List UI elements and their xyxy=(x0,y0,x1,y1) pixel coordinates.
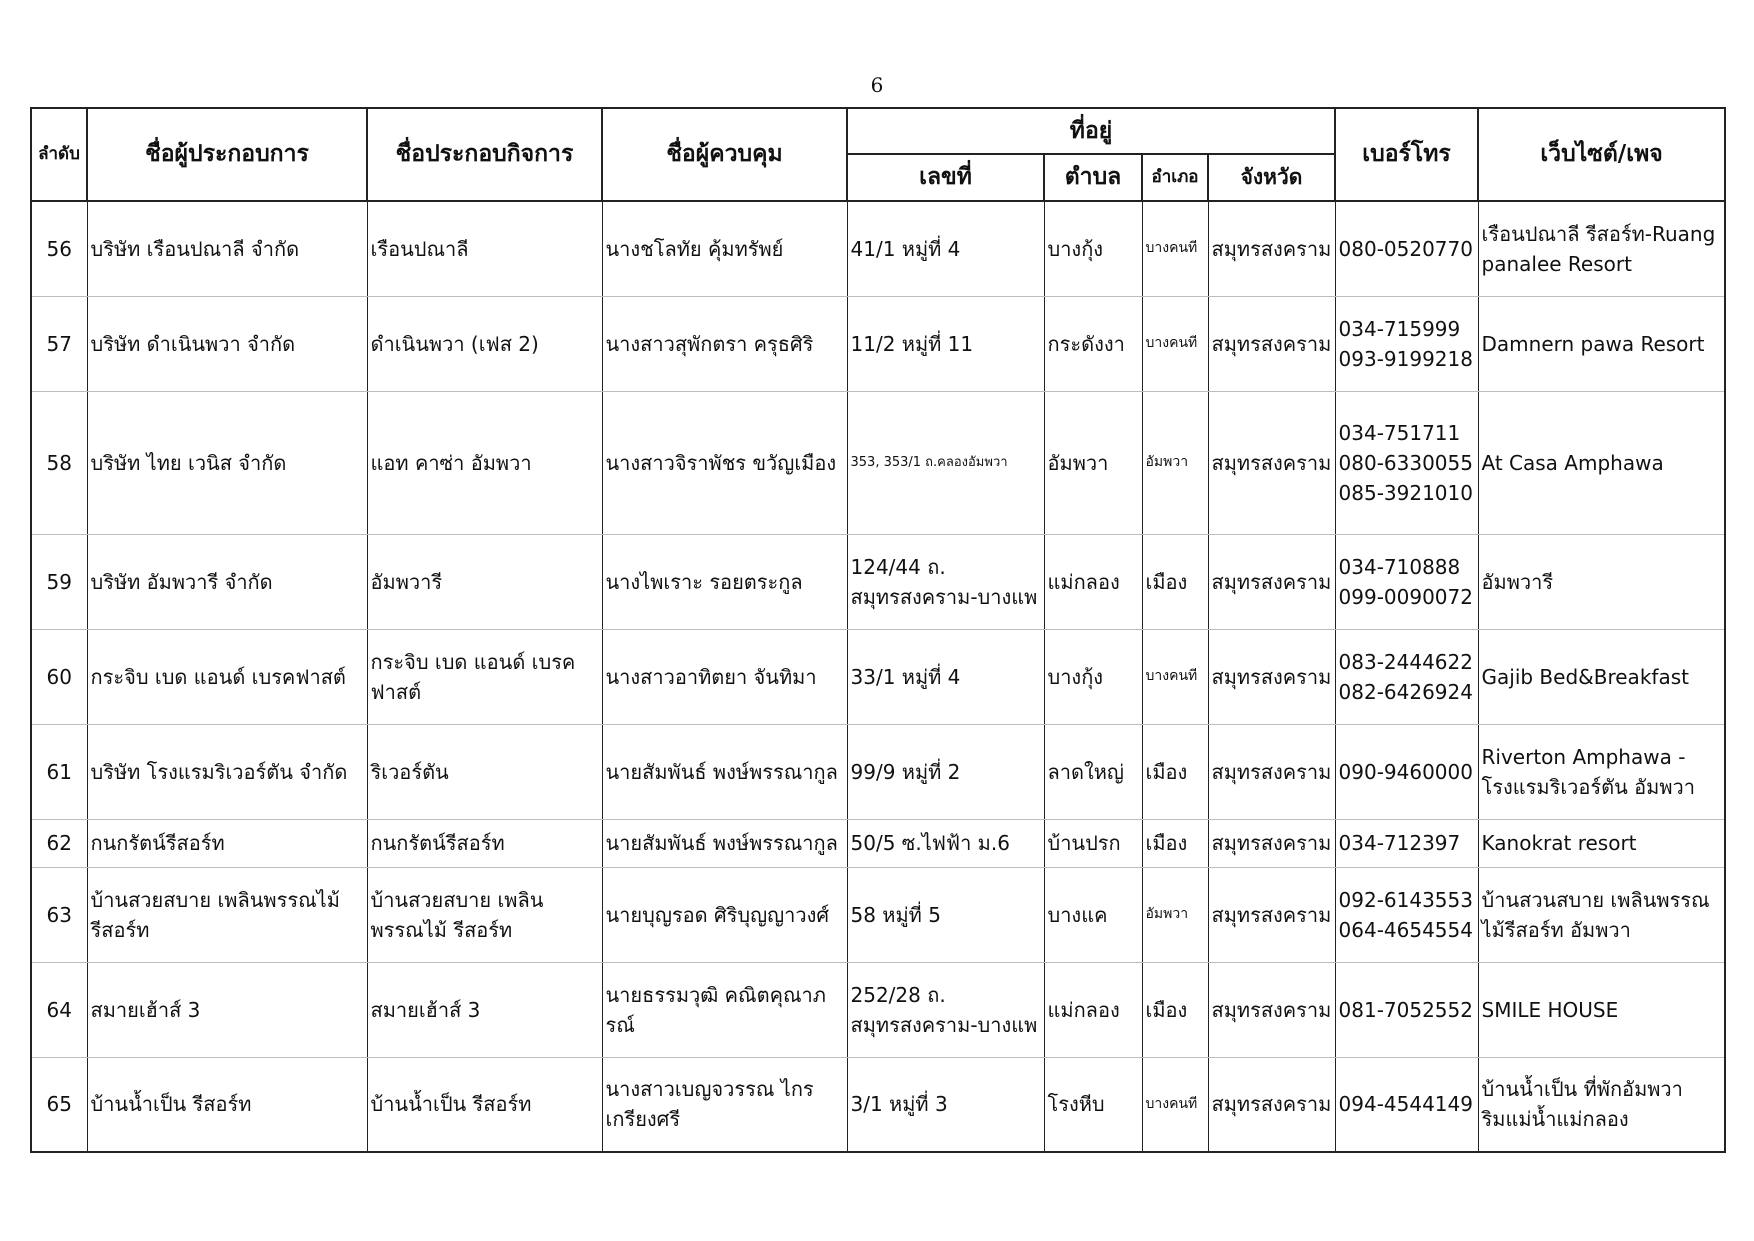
cell-phone xyxy=(1335,296,1478,391)
website-line: panalee Resort xyxy=(1481,251,1632,276)
cell-website xyxy=(1478,629,1725,724)
cell-controller: นายสัมพันธ์ พงษ์พรรณากูล xyxy=(602,724,847,819)
business-line: ดำเนินพวา (เฟส 2) xyxy=(370,331,539,356)
website-line: ไม้รีสอร์ท อัมพวา xyxy=(1481,917,1631,942)
phone-line: 083-2444622 xyxy=(1338,649,1473,674)
cell-operator xyxy=(87,962,367,1057)
cell-house-no xyxy=(847,201,1044,296)
phone-line: 080-0520770 xyxy=(1338,236,1473,261)
cell-district: อัมพวา xyxy=(1142,391,1208,534)
operator-line: บริษัท เรือนปณาลี จำกัด xyxy=(90,236,300,261)
operator-line: บริษัท ไทย เวนิส จำกัด xyxy=(90,450,287,475)
cell-business xyxy=(367,724,602,819)
cell-operator xyxy=(87,819,367,867)
cell-controller: นางสาวอาทิตยา จันทิมา xyxy=(602,629,847,724)
website-line: บ้านน้ำเป็น ที่พักอัมพวา xyxy=(1481,1077,1683,1102)
cell-province: สมุทรสงคราม xyxy=(1208,819,1335,867)
cell-operator xyxy=(87,867,367,962)
table-row xyxy=(31,391,1725,534)
house-no-line: 11/2 หมู่ที่ 11 xyxy=(850,331,974,356)
cell-website xyxy=(1478,391,1725,534)
business-line: กนกรัตน์รีสอร์ท xyxy=(370,831,505,855)
cell-operator xyxy=(87,724,367,819)
operator-registry-table xyxy=(30,107,1726,1153)
cell-website xyxy=(1478,819,1725,867)
cell-business xyxy=(367,629,602,724)
cell-province: สมุทรสงคราม xyxy=(1208,296,1335,391)
cell-no: 58 xyxy=(31,391,87,534)
business-line: เรือนปณาลี xyxy=(370,236,469,261)
cell-business xyxy=(367,867,602,962)
cell-district: อัมพวา xyxy=(1142,867,1208,962)
header-province: จังหวัด xyxy=(1208,154,1335,201)
cell-phone xyxy=(1335,201,1478,296)
house-no-line: 41/1 หมู่ที่ 4 xyxy=(850,236,961,261)
cell-business xyxy=(367,1057,602,1152)
cell-phone xyxy=(1335,629,1478,724)
cell-phone xyxy=(1335,534,1478,629)
cell-controller: นางสาวสุพักตรา ครุธศิริ xyxy=(602,296,847,391)
cell-operator xyxy=(87,534,367,629)
header-phone: เบอร์โทร xyxy=(1335,108,1478,201)
business-line: สมายเฮ้าส์ 3 xyxy=(370,997,481,1022)
header-address: ที่อยู่ xyxy=(847,108,1335,154)
cell-website xyxy=(1478,201,1725,296)
table-row xyxy=(31,629,1725,724)
cell-website xyxy=(1478,962,1725,1057)
cell-subdistrict: อัมพวา xyxy=(1044,391,1142,534)
operator-line: บริษัท อัมพวารี จำกัด xyxy=(90,569,273,594)
phone-line: 092-6143553 xyxy=(1338,887,1473,912)
cell-business xyxy=(367,201,602,296)
cell-controller: นายสัมพันธ์ พงษ์พรรณากูล xyxy=(602,819,847,867)
operator-line: บ้านสวยสบาย เพลินพรรณไม้ xyxy=(90,887,340,912)
cell-business xyxy=(367,534,602,629)
website-line: Gajib Bed&Breakfast xyxy=(1481,664,1689,689)
cell-phone xyxy=(1335,391,1478,534)
header-house-no: เลขที่ xyxy=(847,154,1044,201)
phone-line: 093-9199218 xyxy=(1338,346,1473,371)
cell-province: สมุทรสงคราม xyxy=(1208,534,1335,629)
cell-province: สมุทรสงคราม xyxy=(1208,391,1335,534)
cell-phone xyxy=(1335,724,1478,819)
cell-house-no xyxy=(847,296,1044,391)
cell-business xyxy=(367,962,602,1057)
business-line: พรรณไม้ รีสอร์ท xyxy=(370,917,513,942)
table-body xyxy=(31,201,1725,1152)
header-district: อำเภอ xyxy=(1142,154,1208,201)
cell-phone xyxy=(1335,819,1478,867)
house-no-line: สมุทรสงคราม-บางแพ xyxy=(850,1012,1038,1037)
website-line: Kanokrat resort xyxy=(1481,831,1637,855)
cell-house-no xyxy=(847,629,1044,724)
business-line: อัมพวารี xyxy=(370,569,443,594)
cell-house-no xyxy=(847,1057,1044,1152)
header-operator: ชื่อผู้ประกอบการ xyxy=(87,108,367,201)
table-header xyxy=(31,108,1725,201)
header-controller: ชื่อผู้ควบคุม xyxy=(602,108,847,201)
phone-line: 085-3921010 xyxy=(1338,480,1473,505)
cell-no: 65 xyxy=(31,1057,87,1152)
cell-no: 63 xyxy=(31,867,87,962)
website-line: เรือนปณาลี รีสอร์ท-Ruang xyxy=(1481,221,1716,246)
cell-province: สมุทรสงคราม xyxy=(1208,724,1335,819)
page-number: 6 xyxy=(870,73,884,97)
cell-business xyxy=(367,391,602,534)
cell-operator xyxy=(87,296,367,391)
cell-operator xyxy=(87,1057,367,1152)
cell-district: บางคนที xyxy=(1142,629,1208,724)
operator-line: รีสอร์ท xyxy=(90,917,150,942)
cell-website xyxy=(1478,724,1725,819)
cell-province: สมุทรสงคราม xyxy=(1208,962,1335,1057)
house-no-line: 353, 353/1 ถ.คลองอัมพวา xyxy=(850,454,1008,470)
cell-phone xyxy=(1335,867,1478,962)
website-line: Riverton Amphawa - xyxy=(1481,744,1686,769)
phone-line: 034-710888 xyxy=(1338,554,1461,579)
phone-line: 034-751711 xyxy=(1338,420,1461,445)
house-no-line: 124/44 ถ. xyxy=(850,554,946,579)
table-row xyxy=(31,296,1725,391)
cell-district: เมือง xyxy=(1142,819,1208,867)
cell-subdistrict: บางกุ้ง xyxy=(1044,201,1142,296)
cell-no: 57 xyxy=(31,296,87,391)
operator-line: บ้านน้ำเป็น รีสอร์ท xyxy=(90,1092,252,1117)
cell-controller: นางสาวเบญจวรรณ ไกรเกรียงศรี xyxy=(602,1057,847,1152)
header-website: เว็บไซต์/เพจ xyxy=(1478,108,1725,201)
cell-house-no xyxy=(847,962,1044,1057)
cell-phone xyxy=(1335,962,1478,1057)
cell-house-no xyxy=(847,724,1044,819)
cell-district: เมือง xyxy=(1142,962,1208,1057)
cell-subdistrict: โรงหีบ xyxy=(1044,1057,1142,1152)
cell-house-no xyxy=(847,819,1044,867)
operator-line: บริษัท ดำเนินพวา จำกัด xyxy=(90,331,296,356)
house-no-line: 58 หมู่ที่ 5 xyxy=(850,902,941,927)
website-line: Damnern pawa Resort xyxy=(1481,331,1705,356)
cell-subdistrict: บางแค xyxy=(1044,867,1142,962)
cell-no: 56 xyxy=(31,201,87,296)
cell-province: สมุทรสงคราม xyxy=(1208,867,1335,962)
website-line: ริมแม่น้ำแม่กลอง xyxy=(1481,1107,1629,1132)
cell-subdistrict: แม่กลอง xyxy=(1044,962,1142,1057)
header-business: ชื่อประกอบกิจการ xyxy=(367,108,602,201)
business-line: บ้านน้ำเป็น รีสอร์ท xyxy=(370,1092,532,1117)
cell-controller: นางชโลทัย คุ้มทรัพย์ xyxy=(602,201,847,296)
cell-house-no xyxy=(847,867,1044,962)
phone-line: 082-6426924 xyxy=(1338,679,1473,704)
cell-business xyxy=(367,296,602,391)
cell-controller: นางสาวจิราพัชร ขวัญเมือง xyxy=(602,391,847,534)
cell-no: 60 xyxy=(31,629,87,724)
business-line: ริเวอร์ตัน xyxy=(370,759,449,784)
cell-operator xyxy=(87,629,367,724)
cell-subdistrict: บางกุ้ง xyxy=(1044,629,1142,724)
phone-line: 090-9460000 xyxy=(1338,759,1473,784)
website-line: SMILE HOUSE xyxy=(1481,997,1619,1022)
business-line: ฟาสต์ xyxy=(370,679,422,704)
operator-line: บริษัท โรงแรมริเวอร์ตัน จำกัด xyxy=(90,759,348,784)
website-line: บ้านสวนสบาย เพลินพรรณ xyxy=(1481,887,1710,912)
cell-website xyxy=(1478,534,1725,629)
business-line: กระจิบ เบด แอนด์ เบรค xyxy=(370,649,576,674)
house-no-line: 252/28 ถ. xyxy=(850,982,946,1007)
website-line: โรงแรมริเวอร์ตัน อัมพวา xyxy=(1481,774,1696,799)
house-no-line: สมุทรสงคราม-บางแพ xyxy=(850,584,1038,609)
cell-district: บางคนที xyxy=(1142,201,1208,296)
cell-website xyxy=(1478,1057,1725,1152)
cell-website xyxy=(1478,867,1725,962)
header-no: ลำดับ xyxy=(31,108,87,201)
phone-line: 064-4654554 xyxy=(1338,917,1473,942)
cell-district: บางคนที xyxy=(1142,1057,1208,1152)
phone-line: 080-6330055 xyxy=(1338,450,1473,475)
cell-business xyxy=(367,819,602,867)
house-no-line: 3/1 หมู่ที่ 3 xyxy=(850,1092,948,1117)
cell-no: 64 xyxy=(31,962,87,1057)
phone-line: 094-4544149 xyxy=(1338,1092,1473,1117)
cell-subdistrict: บ้านปรก xyxy=(1044,819,1142,867)
cell-website xyxy=(1478,296,1725,391)
cell-subdistrict: กระดังงา xyxy=(1044,296,1142,391)
table-row xyxy=(31,962,1725,1057)
cell-province: สมุทรสงคราม xyxy=(1208,1057,1335,1152)
phone-line: 099-0090072 xyxy=(1338,584,1473,609)
table-row xyxy=(31,819,1725,867)
cell-controller: นางไพเราะ รอยตระกูล xyxy=(602,534,847,629)
cell-operator xyxy=(87,201,367,296)
house-no-line: 33/1 หมู่ที่ 4 xyxy=(850,664,961,689)
house-no-line: 99/9 หมู่ที่ 2 xyxy=(850,759,961,784)
cell-province: สมุทรสงคราม xyxy=(1208,629,1335,724)
cell-house-no xyxy=(847,534,1044,629)
table-row xyxy=(31,201,1725,296)
cell-phone xyxy=(1335,1057,1478,1152)
cell-no: 59 xyxy=(31,534,87,629)
phone-line: 081-7052552 xyxy=(1338,997,1473,1022)
operator-line: กระจิบ เบด แอนด์ เบรคฟาสต์ xyxy=(90,664,346,689)
cell-district: เมือง xyxy=(1142,724,1208,819)
cell-district: เมือง xyxy=(1142,534,1208,629)
cell-province: สมุทรสงคราม xyxy=(1208,201,1335,296)
website-line: At Casa Amphawa xyxy=(1481,450,1664,475)
header-subdistrict: ตำบล xyxy=(1044,154,1142,201)
cell-no: 61 xyxy=(31,724,87,819)
table-row xyxy=(31,1057,1725,1152)
cell-subdistrict: ลาดใหญ่ xyxy=(1044,724,1142,819)
business-line: บ้านสวยสบาย เพลิน xyxy=(370,887,544,912)
cell-subdistrict: แม่กลอง xyxy=(1044,534,1142,629)
operator-line: สมายเฮ้าส์ 3 xyxy=(90,997,201,1022)
phone-line: 034-715999 xyxy=(1338,316,1461,341)
operator-line: กนกรัตน์รีสอร์ท xyxy=(90,831,225,855)
house-no-line: 50/5 ซ.ไฟฟ้า ม.6 xyxy=(850,831,1010,855)
table-row xyxy=(31,867,1725,962)
cell-house-no xyxy=(847,391,1044,534)
cell-no: 62 xyxy=(31,819,87,867)
table-row xyxy=(31,724,1725,819)
website-line: อัมพวารี xyxy=(1481,569,1554,594)
cell-district: บางคนที xyxy=(1142,296,1208,391)
cell-operator xyxy=(87,391,367,534)
phone-line: 034-712397 xyxy=(1338,831,1461,855)
table-row xyxy=(31,534,1725,629)
cell-controller: นายธรรมวุฒิ คณิตคุณาภรณ์ xyxy=(602,962,847,1057)
cell-controller: นายบุญรอด ศิริบุญญาวงศ์ xyxy=(602,867,847,962)
business-line: แอท คาซ่า อัมพวา xyxy=(370,450,532,475)
